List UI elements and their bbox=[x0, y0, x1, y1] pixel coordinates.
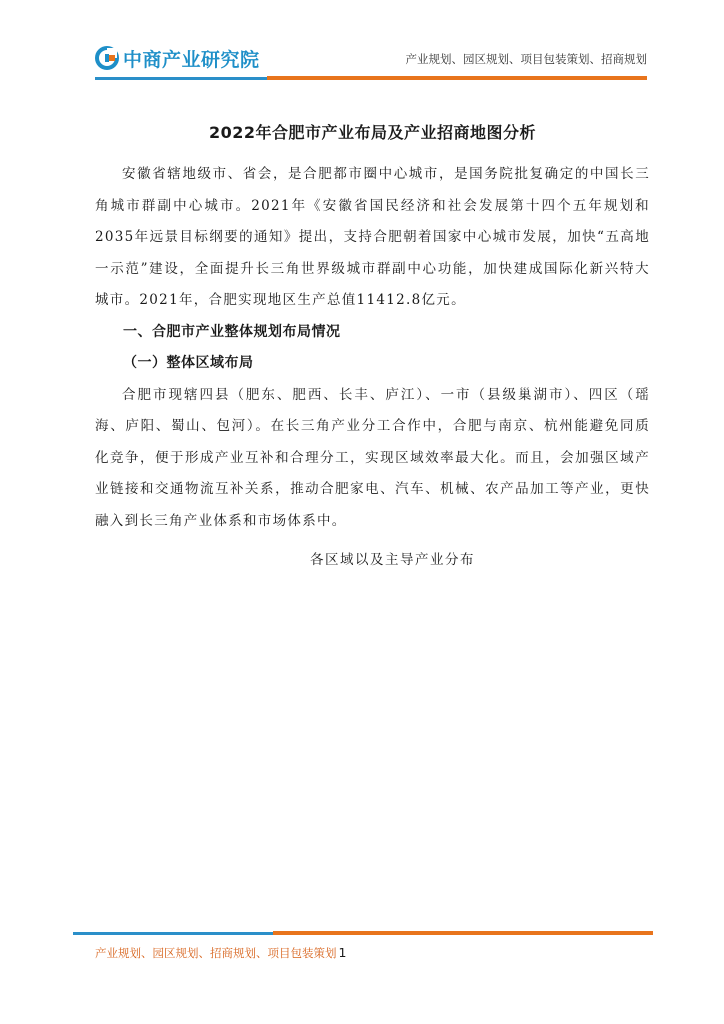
header-divider-orange bbox=[267, 76, 647, 80]
logo-text: 中商产业研究院 bbox=[123, 48, 260, 71]
header-divider-blue bbox=[95, 77, 267, 80]
intro-paragraph: 安徽省辖地级市、省会，是合肥都市圈中心城市，是国务院批复确定的中国长三角城市群副中心城市。2021年《安徽省国民经济和社会发展第十四个五年规划和2035年远景目标纲要的通知》提出，支持合肥朝着国家中心城市发展，加快“五高地一示范”建设，全面提升长三角世界级城市群副中心功能，加快建成国际化新兴特大城市。2021年，合肥实现地区生产总值11412.8亿元。 bbox=[95, 166, 650, 308]
page-header bbox=[95, 36, 647, 80]
logo-icon bbox=[95, 46, 119, 70]
document-body bbox=[95, 120, 650, 577]
footer-divider-blue bbox=[73, 932, 273, 935]
figure-caption: 各区域以及主导产业分布 bbox=[310, 552, 475, 568]
page-footer bbox=[95, 945, 346, 961]
section-heading: 一、合肥市产业整体规划布局情况 bbox=[123, 323, 341, 340]
page-number: 1 bbox=[338, 945, 347, 960]
header-tagline: 产业规划、园区规划、项目包装策划、招商规划 bbox=[405, 52, 647, 66]
company-logo bbox=[95, 44, 260, 72]
footer-tagline: 产业规划、园区规划、招商规划、项目包装策划 bbox=[95, 946, 337, 960]
section-paragraph: 合肥市现辖四县（肥东、肥西、长丰、庐江）、一市（县级巢湖市）、四区（瑶海、庐阳、蜀山、包河）。在长三角产业分工合作中，合肥与南京、杭州能避免同质化竞争，便于形成产业互补和合理分工，实现区域效率最大化。而且，会加强区域产业链接和交通物流互补关系，推动合肥家电、汽车、机械、农产品加工等产业，更快融入到长三角产业体系和市场体系中。 bbox=[95, 386, 650, 529]
subsection-heading: （一）整体区域布局 bbox=[123, 355, 254, 371]
document-title: 2022年合肥市产业布局及产业招商地图分析 bbox=[208, 123, 537, 142]
footer-divider-orange bbox=[273, 931, 653, 935]
